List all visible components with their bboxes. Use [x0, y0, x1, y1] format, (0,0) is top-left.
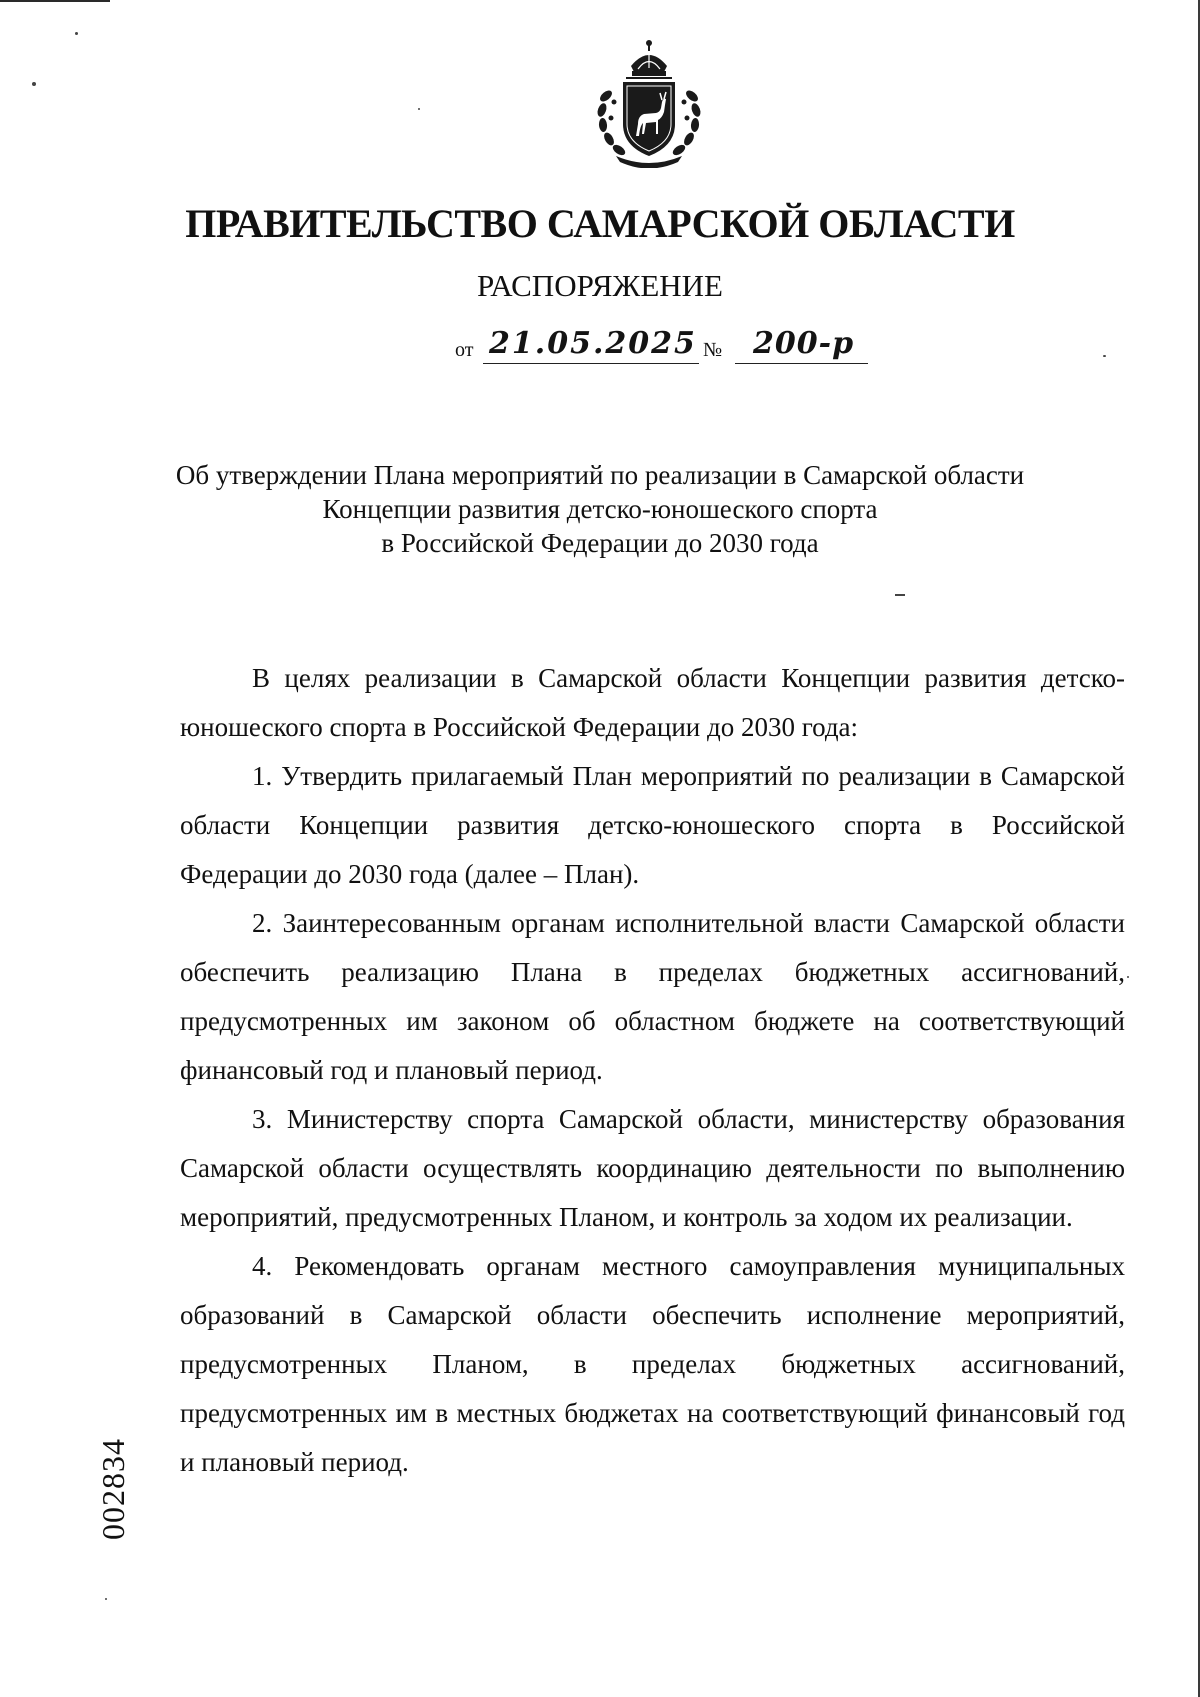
scan-speck [895, 594, 905, 596]
margin-serial-number: 002834 [95, 1438, 131, 1540]
date-prefix: от [455, 339, 474, 361]
handwritten-number: 200-р [735, 325, 868, 364]
scan-speck [1103, 355, 1106, 357]
scan-speck [1127, 976, 1129, 978]
clause-1-paragraph: 1. Утвердить прилагаемый План мероприятий по реализации в Самарской области Концепции развития детско-юношеского спорта в Российской Федерации до 2030 года (далее – План). [180, 761, 1125, 889]
preamble-paragraph: В целях реализации в Самарской области Концепции развития детско-юношеского спорта в Российской Федерации до 2030 года: [180, 663, 1125, 742]
document-subject [0, 458, 1200, 560]
document-type: РАСПОРЯЖЕНИЕ [477, 268, 723, 303]
clause-2-paragraph: 2. Заинтересованным органам исполнительной власти Самарской области обеспечить реализацию Плана в пределах бюджетных ассигнований, предусмотренных им законом об областном бюджете на соответствующий финансовый год и плановый период. [180, 908, 1125, 1085]
subject-line: в Российской Федерации до 2030 года [381, 528, 819, 558]
scan-speck [418, 108, 420, 110]
number-prefix: № [703, 339, 723, 361]
samara-coat-of-arms-icon [586, 38, 712, 168]
document-body [180, 654, 1125, 1487]
scan-speck [75, 32, 78, 35]
subject-line: Концепции развития детско-юношеского спорта [322, 494, 878, 524]
handwritten-date: 21.05.2025 [483, 325, 699, 364]
government-title: ПРАВИТЕЛЬСТВО САМАРСКОЙ ОБЛАСТИ [185, 201, 1015, 246]
scan-speck [32, 82, 36, 86]
clause-4-paragraph: 4. Рекомендовать органам местного самоуправления муниципальных образований в Самарской области обеспечить исполнение мероприятий, предусмотренных Планом, в пределах бюджетных ассигнований, предусмотренных им в местных бюджетах на соответствующий финансовый год и плановый период. [180, 1251, 1125, 1477]
scan-edge-top [0, 0, 110, 2]
scan-speck [105, 1598, 107, 1600]
clause-3-paragraph: 3. Министерству спорта Самарской области, министерству образования Самарской области осуществлять координацию деятельности по выполнению мероприятий, предусмотренных Планом, и контроль за ходом их реализации. [180, 1104, 1125, 1232]
subject-line: Об утверждении Плана мероприятий по реализации в Самарской области [175, 460, 1025, 490]
